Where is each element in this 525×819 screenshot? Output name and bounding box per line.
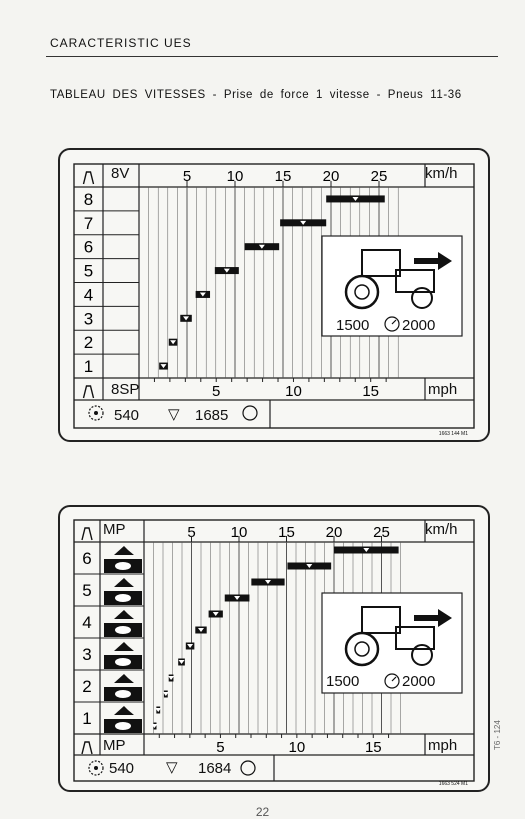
triangle-down-icon: ▽ — [168, 406, 180, 423]
engine-rpm-low: 1500 — [326, 673, 360, 690]
page-number: 22 — [255, 805, 270, 819]
tractor-seat-icon — [84, 386, 94, 398]
kmh-unit-label: km/h — [425, 521, 458, 538]
gear-number: 5 — [83, 261, 94, 281]
engine-rpm-low: 1500 — [336, 317, 370, 334]
gear-number: 5 — [82, 581, 92, 600]
gear-number: 7 — [83, 213, 94, 233]
gear-number: 6 — [83, 237, 94, 257]
gear-column-label: 8V — [111, 165, 130, 182]
kmh-tick-label: 10 — [226, 168, 244, 185]
triangle-down-icon: ▽ — [166, 759, 178, 776]
tractor-seat-icon — [82, 742, 92, 754]
gear-number: 6 — [82, 549, 92, 568]
header-rule — [46, 56, 498, 57]
gear-number: 2 — [82, 677, 92, 696]
triangle-down-icon — [155, 708, 161, 712]
mph-tick-label: 15 — [364, 739, 382, 756]
kmh-tick-label: 5 — [187, 524, 196, 541]
mph-unit-label: mph — [428, 381, 458, 398]
mph-gear-label: 8SP — [111, 381, 140, 398]
reference-code: 1663 144 M1 — [438, 431, 468, 437]
turtle-shell — [115, 722, 131, 730]
gear-number: 4 — [83, 285, 94, 305]
kmh-tick-label: 10 — [230, 524, 248, 541]
kmh-tick-label: 25 — [373, 524, 390, 541]
gear-number: 2 — [83, 333, 94, 353]
gear-number: 3 — [83, 309, 94, 329]
pto-speed: 540 — [114, 407, 140, 424]
side-note: T6 - 124 — [493, 720, 502, 750]
engine-rpm-high: 2000 — [402, 317, 436, 334]
kmh-tick-label: 5 — [182, 168, 192, 185]
gear-number: 4 — [82, 613, 92, 632]
gear-column-label: MP — [103, 521, 126, 538]
rabbit-icon — [114, 546, 134, 555]
gear-number: 1 — [82, 709, 92, 728]
gear-number: 1 — [83, 357, 94, 377]
speed-table-panel-2 — [58, 505, 490, 792]
gear-number: 3 — [82, 645, 92, 664]
kmh-unit-label: km/h — [425, 165, 458, 182]
speed-table-panel-1 — [58, 148, 490, 442]
page-header: CARACTERISTIC UES — [50, 36, 192, 50]
mph-unit-label: mph — [428, 737, 458, 754]
turtle-shell — [115, 594, 131, 602]
pto-rpm: 1685 — [195, 407, 229, 424]
kmh-tick-label: 15 — [278, 524, 295, 541]
kmh-tick-label: 15 — [274, 168, 292, 185]
page-subtitle: TABLEAU DES VITESSES - Prise de force 1 vitesse - Pneus 11-36 — [50, 89, 462, 101]
triangle-down-icon — [151, 724, 157, 728]
pto-speed: 540 — [109, 760, 135, 777]
mph-tick-label: 5 — [216, 739, 225, 756]
pto-rpm: 1684 — [198, 760, 232, 777]
reference-code: 1663 524 M1 — [438, 781, 468, 787]
triangle-down-icon — [163, 692, 169, 696]
kmh-tick-label: 20 — [325, 524, 343, 541]
rabbit-icon — [114, 610, 134, 619]
rabbit-icon — [114, 706, 134, 715]
turtle-shell — [115, 626, 131, 634]
tachometer-icon — [243, 406, 257, 420]
pto-icon-center — [94, 766, 98, 770]
gear-number: 8 — [83, 189, 94, 209]
pto-icon-center — [94, 411, 98, 415]
turtle-shell — [115, 562, 131, 570]
mph-tick-label: 5 — [212, 383, 221, 400]
kmh-tick-label: 20 — [322, 168, 340, 185]
tachometer-icon — [241, 761, 255, 775]
mph-tick-label: 15 — [362, 383, 380, 400]
rabbit-icon — [114, 674, 134, 683]
tractor-seat-icon — [84, 172, 94, 184]
rabbit-icon — [114, 578, 134, 587]
mph-tick-label: 10 — [288, 739, 306, 756]
turtle-shell — [115, 690, 131, 698]
mph-gear-label: MP — [103, 737, 126, 754]
turtle-shell — [115, 658, 131, 666]
mph-tick-label: 10 — [285, 383, 302, 400]
rabbit-icon — [114, 642, 134, 651]
engine-rpm-high: 2000 — [402, 673, 436, 690]
kmh-tick-label: 25 — [370, 168, 388, 185]
tractor-seat-icon — [82, 528, 92, 540]
